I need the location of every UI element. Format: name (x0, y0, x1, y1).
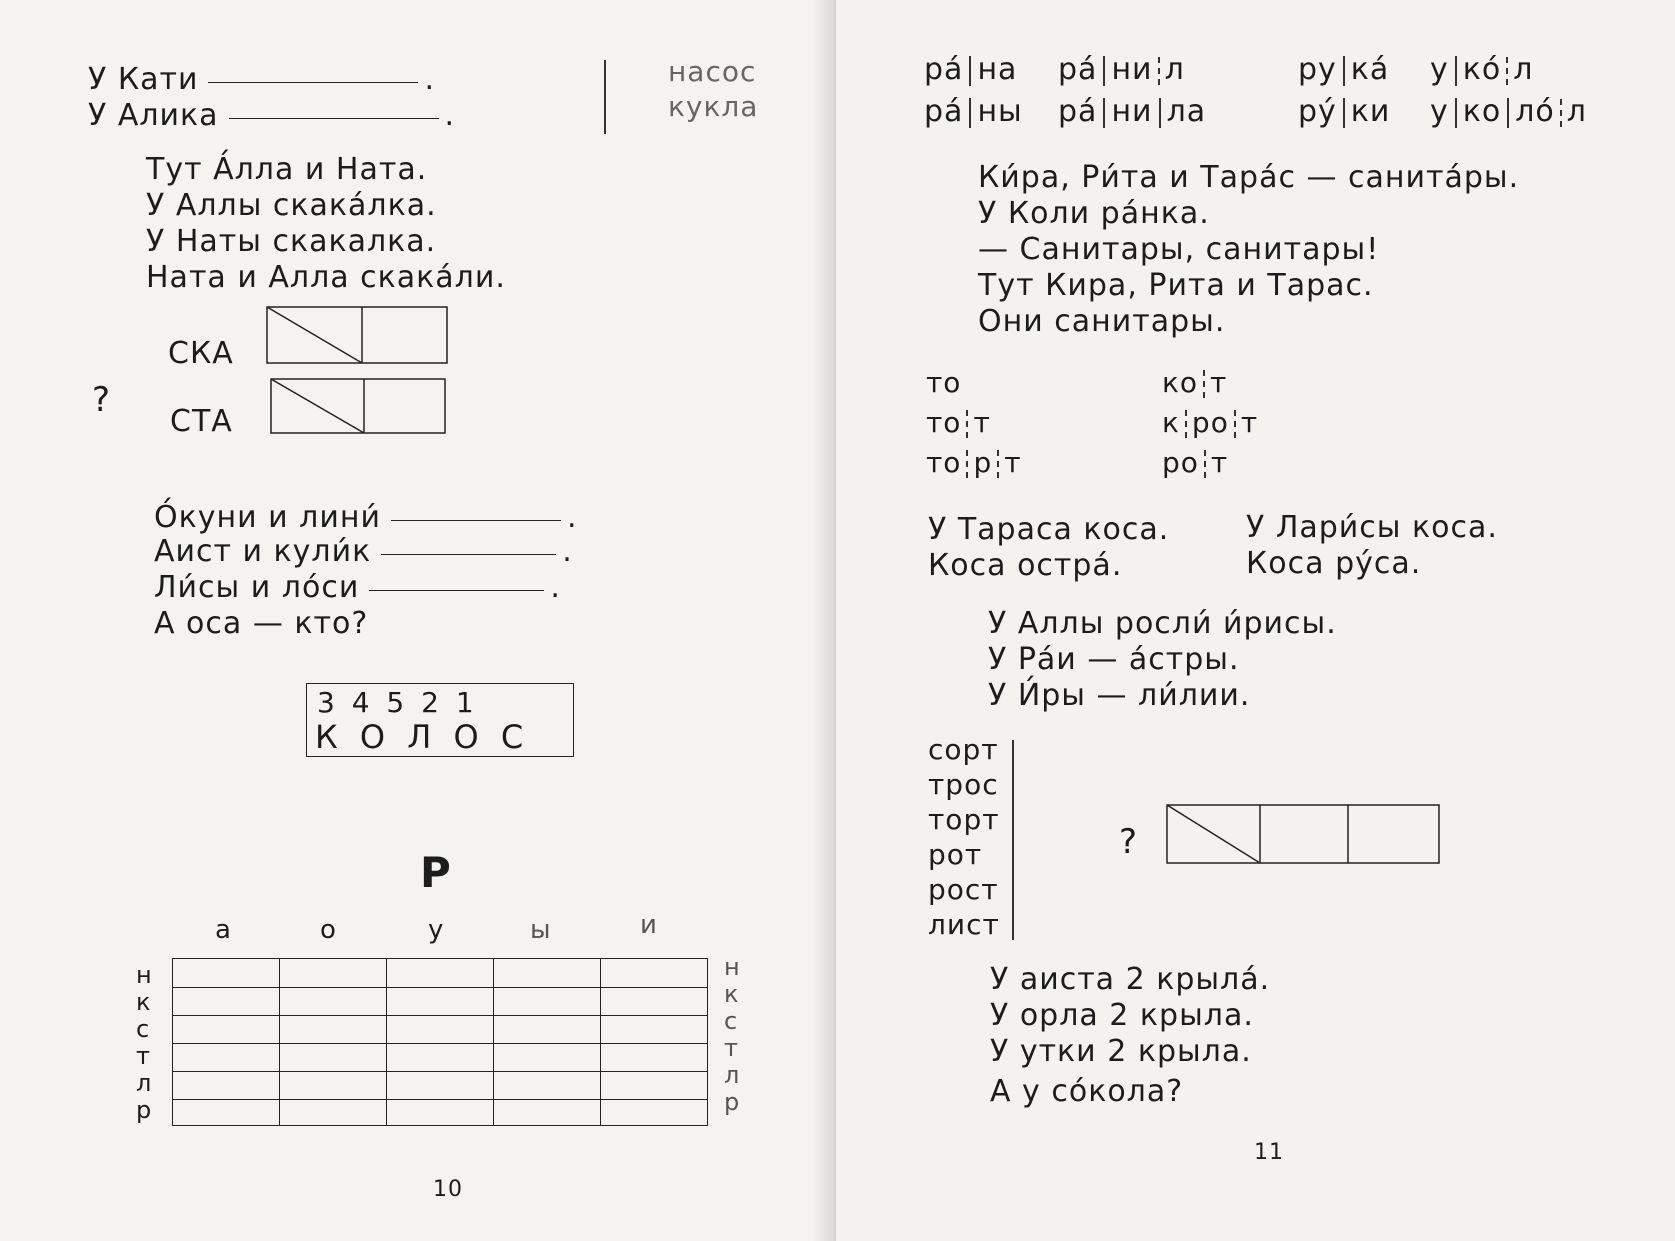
vowel-u: у (428, 915, 445, 945)
syllable-word-ranil: ра́ ни л (1058, 52, 1185, 87)
story-line-4: Тут Кира, Рита и Тарас. (978, 268, 1374, 303)
syllable-word-ruki: ру́ ки (1298, 94, 1391, 129)
syllable-word-ranila: ра́ ни ла (1058, 94, 1207, 129)
consonants-left: н к с т л р (136, 961, 152, 1124)
animals-line-3: Ли́сы и ло́си . (154, 570, 561, 605)
scheme-box-sta (270, 378, 446, 434)
word-list-item: лист (928, 908, 1000, 941)
question-mark-left: ? (92, 380, 112, 420)
kosa-right-2: Коса ру́са. (1246, 546, 1422, 581)
side-word-2: кукла (668, 90, 759, 123)
consonants-right: н к с т л р (724, 953, 740, 1116)
syllable-word-ukolol: у ко ло́ л (1430, 94, 1587, 129)
page-number-left: 10 (433, 1177, 463, 1202)
syllable-word-ukol: у ко́ л (1430, 52, 1534, 87)
vowel-a: а (215, 915, 232, 945)
syllable-word-rana: ра́ на (924, 52, 1018, 87)
word-list-item: торт (928, 803, 1000, 836)
syllable-ska: СКА (168, 336, 234, 371)
puzzle-digits: 3 4 5 2 1 (317, 686, 478, 719)
animals-line-2: Аист и кули́к . (154, 534, 573, 569)
syllable-word-ruka: ру ка́ (1298, 52, 1390, 87)
word-list-item: рот (928, 838, 983, 871)
scheme-box-ska (266, 306, 448, 364)
word-list (928, 732, 1000, 942)
flowers-line-3: У И́ры — ли́лии. (988, 678, 1251, 713)
scheme-box-three (1166, 804, 1441, 866)
animals-line-1: О́куни и лини́ . (154, 500, 578, 535)
page-number-right: 11 (1254, 1140, 1284, 1165)
kosa-left-1: У Тараса коса. (928, 512, 1170, 547)
word-list-item: сорт (928, 733, 999, 766)
poem-line-4: Ната и Алла скака́ли. (146, 260, 506, 295)
syllable-sta: СТА (170, 404, 233, 439)
build-left-3: то р т (926, 446, 1022, 479)
story-line-2: У Коли ра́нка. (978, 196, 1210, 231)
word-list-item: рост (928, 873, 999, 906)
word-list-bar (1012, 740, 1014, 940)
wings-line-2: У орла 2 крыла. (990, 998, 1254, 1033)
build-left-1: то (926, 366, 962, 399)
puzzle-word: К О Л О С (315, 718, 530, 756)
poem-line-2: У Аллы скака́лка. (146, 188, 437, 223)
side-word-1: насос (668, 55, 757, 88)
build-right-2: к ро т (1162, 406, 1259, 439)
question-mark-right: ? (1119, 822, 1139, 862)
kosa-left-2: Коса остра́. (928, 548, 1123, 583)
poem-line-3: У Наты скакалка. (146, 224, 437, 259)
vowel-i: и (640, 910, 658, 940)
build-left-2: то т (926, 406, 991, 439)
kosa-right-1: У Лари́сы коса. (1246, 510, 1498, 545)
flowers-line-2: У Ра́и — а́стры. (988, 642, 1240, 677)
wings-line-4: А у со́кола? (990, 1074, 1184, 1109)
fill-line-alik: У Алика . (88, 98, 456, 133)
divider-bar (604, 60, 606, 134)
right-page (836, 0, 1675, 1241)
left-page (0, 0, 836, 1241)
wings-line-3: У утки 2 крыла. (990, 1034, 1252, 1069)
story-line-1: Ки́ра, Ри́та и Тара́с — санита́ры. (978, 160, 1520, 195)
fill-line-katya: У Кати . (88, 62, 436, 97)
build-right-1: ко т (1162, 366, 1228, 399)
animals-question: А оса — кто? (154, 606, 369, 641)
vowel-o: о (320, 915, 337, 945)
wings-line-1: У аиста 2 крыла́. (990, 962, 1271, 997)
build-right-3: ро т (1162, 446, 1229, 479)
syllable-word-rany: ра́ ны (924, 94, 1023, 129)
story-line-3: — Санитары, санитары! (978, 232, 1380, 267)
big-letter-r: Р (420, 848, 452, 897)
puzzle-box (306, 683, 574, 757)
vowel-y: ы (530, 915, 552, 945)
syllable-grid (172, 958, 708, 1126)
flowers-line-1: У Аллы росли́ и́рисы. (988, 606, 1337, 641)
poem-line-1: Тут А́лла и Ната. (146, 152, 428, 187)
story-line-5: Они санитары. (978, 304, 1226, 339)
word-list-item: трос (928, 768, 999, 801)
